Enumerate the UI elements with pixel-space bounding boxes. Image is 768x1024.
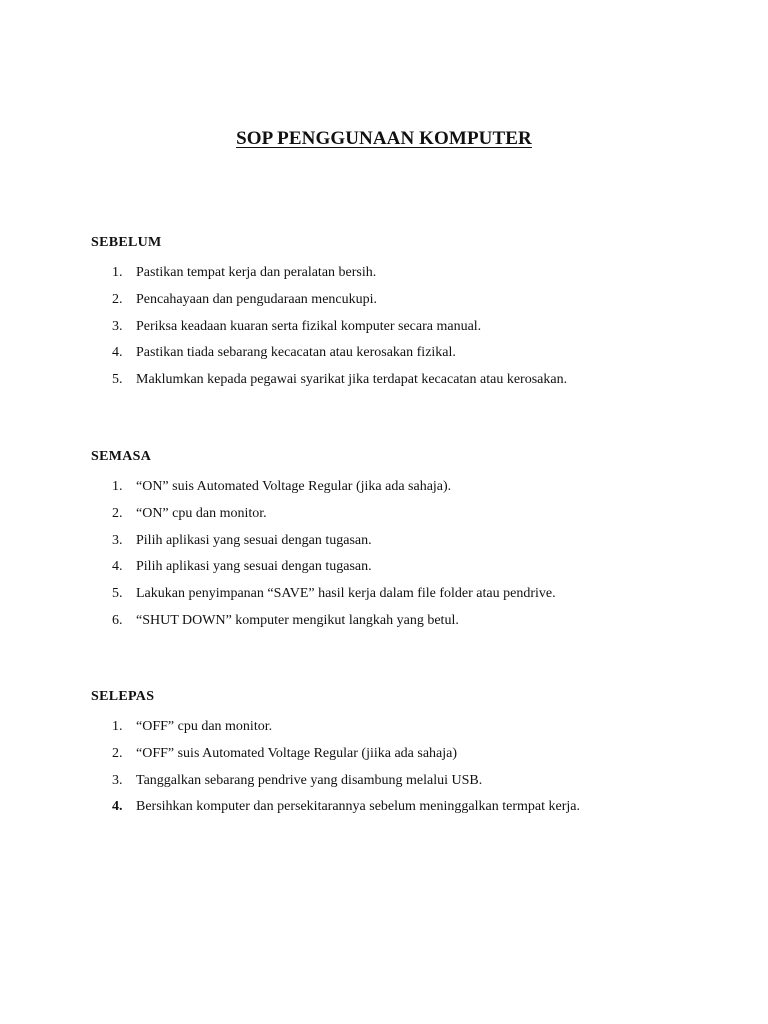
step-number: 4.: [112, 345, 123, 361]
step-text: “SHUT DOWN” komputer mengikut langkah yang betul.: [136, 612, 459, 628]
step-number: 3.: [112, 318, 123, 334]
section-heading: SEMASA: [91, 449, 152, 464]
step-number: 4.: [112, 799, 123, 815]
step-number: 4.: [112, 559, 123, 575]
list-item: [91, 345, 731, 372]
step-text: Pencahayaan dan pengudaraan mencukupi.: [136, 291, 378, 307]
list-item: [91, 533, 731, 560]
step-number: 3.: [112, 772, 123, 788]
list-item: [91, 746, 731, 773]
list-item: [91, 372, 731, 399]
list-item: [91, 559, 731, 586]
section-semasa: [91, 449, 731, 640]
document-title: SOP PENGGUNAAN KOMPUTER: [236, 128, 532, 149]
section-heading: SELEPAS: [91, 689, 155, 704]
step-number: 5.: [112, 586, 123, 602]
step-number: 2.: [112, 291, 123, 307]
list-item: [91, 719, 731, 746]
step-number: 3.: [112, 532, 123, 548]
step-list: [91, 719, 731, 826]
list-item: [91, 265, 731, 292]
step-text: “ON” suis Automated Voltage Regular (jika ada sahaja).: [136, 479, 452, 494]
list-item: [91, 799, 731, 826]
step-text: Periksa keadaan kuaran serta fizikal komputer secara manual.: [136, 318, 482, 334]
list-item: [91, 613, 731, 640]
step-text: Pastikan tempat kerja dan peralatan bersih.: [136, 265, 377, 280]
step-text: “ON” cpu dan monitor.: [136, 505, 267, 521]
list-item: [91, 586, 731, 613]
step-list: [91, 265, 731, 399]
step-number: 1.: [112, 479, 123, 494]
step-number: 1.: [112, 719, 123, 734]
step-number: 2.: [112, 745, 123, 761]
step-text: Pastikan tiada sebarang kecacatan atau kerosakan fizikal.: [136, 345, 456, 361]
step-list: [91, 479, 731, 640]
step-text: Tanggalkan sebarang pendrive yang disambung melalui USB.: [136, 772, 483, 788]
list-item: [91, 292, 731, 319]
step-text: Pilih aplikasi yang sesuai dengan tugasan.: [136, 532, 372, 548]
step-number: 6.: [112, 612, 123, 628]
step-text: Pilih aplikasi yang sesuai dengan tugasan.: [136, 559, 372, 575]
section-heading: SEBELUM: [91, 235, 162, 250]
section-selepas: [91, 689, 731, 826]
step-text: Lakukan penyimpanan “SAVE” hasil kerja dalam file folder atau pendrive.: [136, 586, 556, 602]
step-text: Maklumkan kepada pegawai syarikat jika terdapat kecacatan atau kerosakan.: [136, 372, 568, 388]
list-item: [91, 773, 731, 800]
step-text: Bersihkan komputer dan persekitarannya sebelum meninggalkan termpat kerja.: [136, 799, 580, 815]
section-sebelum: [91, 235, 731, 399]
step-number: 1.: [112, 265, 123, 280]
list-item: [91, 506, 731, 533]
list-item: [91, 479, 731, 506]
step-text: “OFF” cpu dan monitor.: [136, 719, 273, 734]
step-number: 5.: [112, 372, 123, 388]
step-number: 2.: [112, 505, 123, 521]
step-text: “OFF” suis Automated Voltage Regular (jiika ada sahaja): [136, 745, 458, 761]
list-item: [91, 319, 731, 346]
